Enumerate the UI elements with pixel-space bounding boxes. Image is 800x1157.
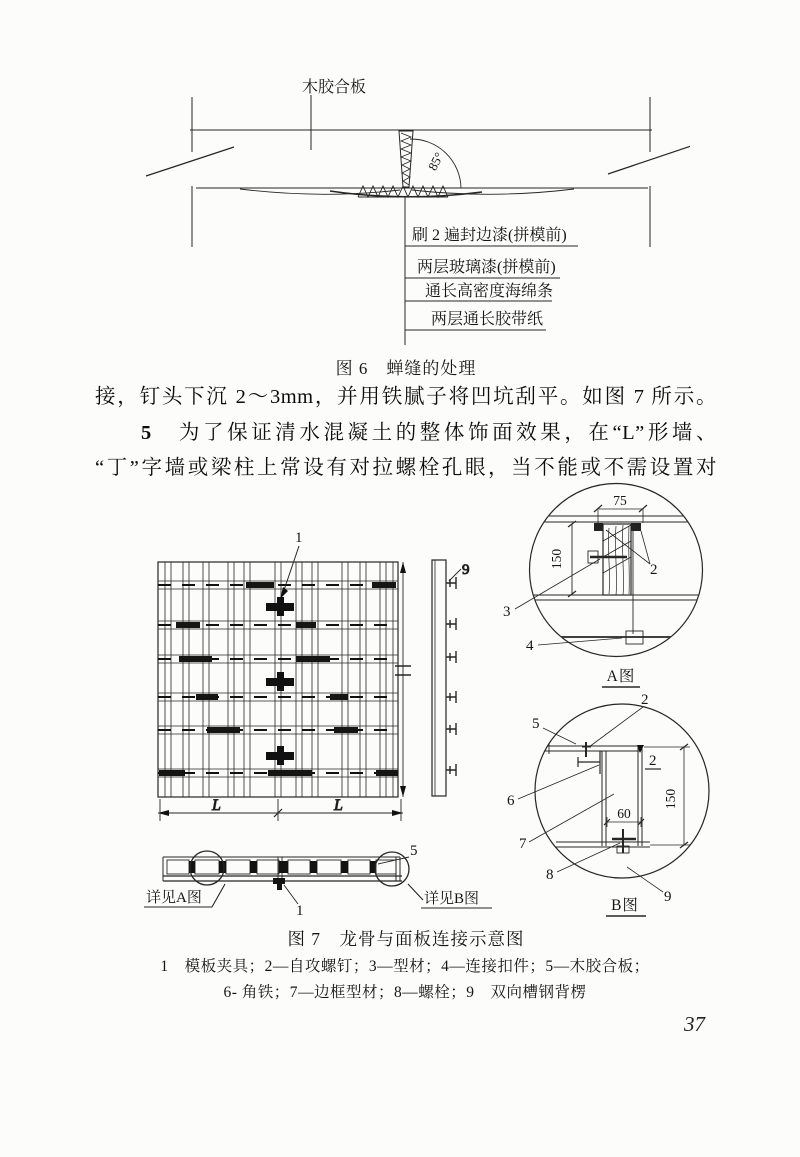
detail-b-caption: B图 — [611, 897, 639, 914]
fig6-callout-4: 两层通长胶带纸 — [431, 311, 544, 328]
fig6-material — [302, 78, 366, 150]
fig6-callout-2: 两层玻璃漆(拼模前) — [417, 259, 556, 276]
fig7-detail-a — [503, 484, 704, 688]
dim-L-right: L — [334, 797, 343, 814]
dim-60: 60 — [617, 806, 631, 821]
clause-number: 5 — [141, 422, 152, 444]
detail-a-interior — [528, 516, 704, 644]
fig6-panel — [146, 97, 690, 247]
see-detail-b: 详见B图 — [424, 891, 480, 907]
fig7-centre-clamps — [266, 597, 294, 765]
figure6-caption: 图 6 蝉缝的处理 — [335, 359, 477, 378]
body-text-line2 — [95, 420, 717, 446]
dim-150-b: 150 — [663, 788, 678, 810]
fig6-callout-1: 刷 2 遍封边漆(拼模前) — [412, 227, 567, 244]
dim-L-left: L — [212, 797, 221, 814]
callout-9-label-top: 9 — [462, 562, 470, 578]
figure7-legend-line1: 1 模板夹具；2—自攻螺钉；3—型材；4—连接扣件；5—木胶合板； — [160, 958, 650, 975]
fig6-material-label: 木胶合板 — [302, 79, 367, 96]
body-text-line1: 接，钉头下沉 2～3mm，并用铁腻子将凹坑刮平。如图 7 所示。 — [95, 386, 717, 408]
fig7-grid-dimensions — [158, 562, 411, 821]
callout-8-label: 8 — [546, 867, 554, 883]
callout-6-label: 6 — [507, 793, 515, 809]
callout-7-label: 7 — [519, 836, 527, 852]
detail-a-caption: A图 — [606, 668, 636, 685]
fig6-angle-label: 85° — [424, 149, 447, 173]
dim-150-a: 150 — [549, 548, 564, 570]
callout-2-label-b-right: 2 — [649, 753, 657, 769]
detail-b-interior — [542, 742, 650, 853]
callout-5-label-strip: 5 — [410, 843, 418, 859]
callout-4-label: 4 — [526, 638, 534, 654]
dim-75: 75 — [613, 493, 627, 508]
fig7-side-clamps — [446, 577, 456, 776]
figure7-legend-line2: 6- 角铁；7—边框型材；8—螺栓；9 双向槽钢背楞 — [223, 984, 587, 1001]
page-number: 37 — [684, 1012, 705, 1036]
callout-1-label: 1 — [295, 530, 303, 546]
figure6-drawing — [130, 60, 690, 360]
fig7-strip-section — [144, 843, 492, 919]
callout-1-label-strip: 1 — [296, 903, 304, 919]
body-text-line3: “丁”字墙或梁柱上常设有对拉螺栓孔眼，当不能或不需设置对 — [95, 457, 717, 479]
figure7-drawing — [100, 480, 780, 925]
figure7-caption: 图 7 龙骨与面板连接示意图 — [287, 929, 525, 949]
fig7-grid-panel — [158, 562, 398, 797]
callout-2-label-b-top: 2 — [641, 692, 649, 708]
fig7-side-bar — [432, 560, 470, 796]
clause-text: 为了保证清水混凝土的整体饰面效果，在“L”形墙、 — [151, 422, 717, 444]
callout-5-label-b: 5 — [532, 716, 540, 732]
fig6-callouts — [405, 197, 578, 345]
callout-2-label-a: 2 — [650, 562, 658, 578]
see-detail-a: 详见A图 — [146, 890, 202, 906]
callout-9-label-b: 9 — [664, 889, 672, 905]
detail-b-dims-labels — [507, 692, 690, 916]
fig6-callout-3: 通长高密度海绵条 — [425, 283, 554, 300]
callout-3-label: 3 — [503, 604, 511, 620]
fig6-angle — [410, 139, 461, 188]
fig7-detail-b — [507, 692, 709, 916]
